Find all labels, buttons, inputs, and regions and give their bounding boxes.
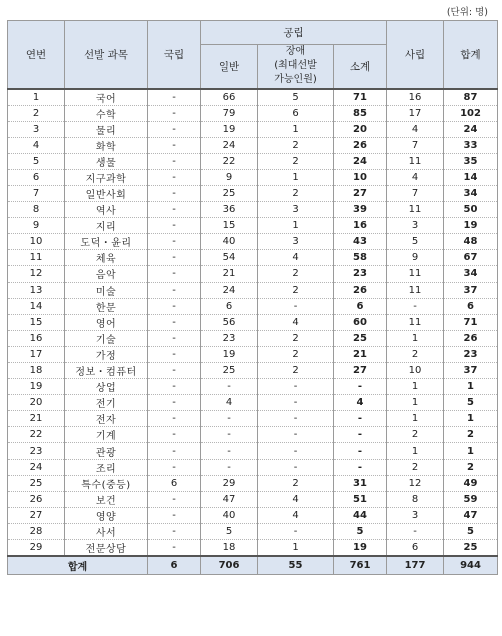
cell-total: 33 <box>444 137 498 153</box>
cell-general: - <box>201 427 258 443</box>
cell-subject: 생물 <box>65 153 148 169</box>
cell-no: 23 <box>8 443 65 459</box>
cell-subtotal: 24 <box>334 153 387 169</box>
table-row <box>8 507 498 523</box>
cell-total: 71 <box>444 314 498 330</box>
cell-disabled: - <box>258 395 334 411</box>
cell-disabled: 1 <box>258 218 334 234</box>
cell-private: 11 <box>387 153 444 169</box>
cell-disabled: 2 <box>258 346 334 362</box>
cell-private: - <box>387 523 444 539</box>
cell-subtotal: - <box>334 443 387 459</box>
cell-private: 8 <box>387 491 444 507</box>
cell-subtotal: 25 <box>334 330 387 346</box>
cell-general: 5 <box>201 523 258 539</box>
cell-subtotal: 6 <box>334 298 387 314</box>
cell-subject: 미술 <box>65 282 148 298</box>
cell-no: 15 <box>8 314 65 330</box>
cell-no: 4 <box>8 137 65 153</box>
cell-subtotal: 58 <box>334 250 387 266</box>
total-national: 6 <box>148 556 201 574</box>
cell-disabled: 2 <box>258 137 334 153</box>
cell-general: - <box>201 411 258 427</box>
cell-private: 3 <box>387 507 444 523</box>
cell-no: 7 <box>8 185 65 201</box>
cell-general: 24 <box>201 282 258 298</box>
cell-subtotal: - <box>334 459 387 475</box>
cell-total: 19 <box>444 218 498 234</box>
cell-private: 6 <box>387 540 444 557</box>
cell-subject: 기계 <box>65 427 148 443</box>
cell-disabled: 2 <box>258 153 334 169</box>
cell-total: 48 <box>444 234 498 250</box>
cell-subject: 화학 <box>65 137 148 153</box>
cell-subtotal: - <box>334 427 387 443</box>
cell-disabled: 2 <box>258 266 334 282</box>
cell-subtotal: 39 <box>334 202 387 218</box>
cell-disabled: 4 <box>258 314 334 330</box>
cell-no: 18 <box>8 363 65 379</box>
cell-subject: 국어 <box>65 89 148 106</box>
cell-no: 5 <box>8 153 65 169</box>
header-subject: 선발 과목 <box>65 21 148 89</box>
table-row <box>8 395 498 411</box>
cell-subject: 영양 <box>65 507 148 523</box>
cell-national: - <box>148 89 201 106</box>
cell-subject: 도덕・윤리 <box>65 234 148 250</box>
cell-private: 5 <box>387 234 444 250</box>
cell-general: 56 <box>201 314 258 330</box>
cell-no: 19 <box>8 379 65 395</box>
cell-no: 9 <box>8 218 65 234</box>
cell-disabled: 3 <box>258 202 334 218</box>
cell-subtotal: 20 <box>334 121 387 137</box>
total-sum: 944 <box>444 556 498 574</box>
cell-private: 16 <box>387 89 444 106</box>
cell-total: 1 <box>444 443 498 459</box>
table-row <box>8 282 498 298</box>
table-row <box>8 153 498 169</box>
cell-national: - <box>148 411 201 427</box>
cell-private: 11 <box>387 314 444 330</box>
cell-no: 17 <box>8 346 65 362</box>
table-row <box>8 427 498 443</box>
cell-no: 10 <box>8 234 65 250</box>
cell-national: - <box>148 137 201 153</box>
recruitment-table <box>7 20 498 575</box>
cell-national: 6 <box>148 475 201 491</box>
cell-general: 36 <box>201 202 258 218</box>
table-row <box>8 250 498 266</box>
cell-subtotal: 51 <box>334 491 387 507</box>
header-general: 일반 <box>201 45 258 89</box>
cell-no: 2 <box>8 105 65 121</box>
cell-disabled: 2 <box>258 282 334 298</box>
cell-subtotal: 16 <box>334 218 387 234</box>
cell-no: 6 <box>8 169 65 185</box>
cell-private: 4 <box>387 169 444 185</box>
table-row <box>8 443 498 459</box>
total-subtotal: 761 <box>334 556 387 574</box>
cell-general: 79 <box>201 105 258 121</box>
cell-subject: 가정 <box>65 346 148 362</box>
cell-no: 26 <box>8 491 65 507</box>
cell-disabled: - <box>258 298 334 314</box>
cell-general: 25 <box>201 185 258 201</box>
cell-subtotal: 27 <box>334 185 387 201</box>
header-no: 연번 <box>8 21 65 89</box>
cell-national: - <box>148 121 201 137</box>
cell-total: 49 <box>444 475 498 491</box>
header-private: 사립 <box>387 21 444 89</box>
cell-subject: 역사 <box>65 202 148 218</box>
table-row <box>8 202 498 218</box>
cell-national: - <box>148 314 201 330</box>
cell-subject: 일반사회 <box>65 185 148 201</box>
cell-subject: 조리 <box>65 459 148 475</box>
cell-total: 35 <box>444 153 498 169</box>
cell-general: 15 <box>201 218 258 234</box>
cell-no: 25 <box>8 475 65 491</box>
cell-subject: 체육 <box>65 250 148 266</box>
cell-total: 34 <box>444 266 498 282</box>
table-row <box>8 234 498 250</box>
cell-subject: 지구과학 <box>65 169 148 185</box>
cell-private: 10 <box>387 363 444 379</box>
cell-general: - <box>201 459 258 475</box>
cell-general: 54 <box>201 250 258 266</box>
cell-national: - <box>148 153 201 169</box>
cell-total: 59 <box>444 491 498 507</box>
cell-general: 40 <box>201 234 258 250</box>
cell-national: - <box>148 379 201 395</box>
cell-general: 19 <box>201 346 258 362</box>
cell-total: 26 <box>444 330 498 346</box>
cell-subtotal: 44 <box>334 507 387 523</box>
cell-no: 29 <box>8 540 65 557</box>
table-row <box>8 411 498 427</box>
cell-private: 4 <box>387 121 444 137</box>
cell-private: 11 <box>387 202 444 218</box>
cell-private: 11 <box>387 266 444 282</box>
cell-national: - <box>148 266 201 282</box>
cell-subject: 상업 <box>65 379 148 395</box>
cell-disabled: - <box>258 427 334 443</box>
cell-national: - <box>148 185 201 201</box>
cell-national: - <box>148 250 201 266</box>
cell-no: 1 <box>8 89 65 106</box>
cell-subtotal: 71 <box>334 89 387 106</box>
cell-subject: 물리 <box>65 121 148 137</box>
cell-disabled: - <box>258 443 334 459</box>
cell-national: - <box>148 427 201 443</box>
cell-subtotal: 23 <box>334 266 387 282</box>
cell-total: 67 <box>444 250 498 266</box>
cell-subject: 특수(중등) <box>65 475 148 491</box>
cell-general: 18 <box>201 540 258 557</box>
cell-total: 50 <box>444 202 498 218</box>
table-row <box>8 459 498 475</box>
cell-private: 3 <box>387 218 444 234</box>
cell-disabled: 1 <box>258 540 334 557</box>
cell-subject: 수학 <box>65 105 148 121</box>
table-row <box>8 105 498 121</box>
table-row <box>8 363 498 379</box>
cell-no: 8 <box>8 202 65 218</box>
cell-total: 1 <box>444 411 498 427</box>
cell-total: 37 <box>444 363 498 379</box>
cell-disabled: 1 <box>258 121 334 137</box>
cell-subtotal: 26 <box>334 137 387 153</box>
total-label: 합계 <box>8 556 148 574</box>
table-row <box>8 218 498 234</box>
total-row <box>8 556 498 574</box>
cell-no: 27 <box>8 507 65 523</box>
cell-subject: 음악 <box>65 266 148 282</box>
cell-total: 1 <box>444 379 498 395</box>
cell-subtotal: - <box>334 379 387 395</box>
cell-subject: 지리 <box>65 218 148 234</box>
cell-total: 2 <box>444 459 498 475</box>
cell-national: - <box>148 330 201 346</box>
cell-national: - <box>148 395 201 411</box>
cell-national: - <box>148 298 201 314</box>
table-row <box>8 491 498 507</box>
cell-no: 20 <box>8 395 65 411</box>
cell-subtotal: 60 <box>334 314 387 330</box>
cell-national: - <box>148 234 201 250</box>
cell-no: 28 <box>8 523 65 539</box>
cell-national: - <box>148 491 201 507</box>
unit-label: (단위: 명) <box>446 7 488 18</box>
cell-disabled: - <box>258 411 334 427</box>
cell-general: 66 <box>201 89 258 106</box>
cell-general: 9 <box>201 169 258 185</box>
cell-private: 7 <box>387 137 444 153</box>
cell-general: 29 <box>201 475 258 491</box>
cell-subject: 전자 <box>65 411 148 427</box>
table-row <box>8 314 498 330</box>
total-general: 706 <box>201 556 258 574</box>
cell-subtotal: 10 <box>334 169 387 185</box>
cell-national: - <box>148 540 201 557</box>
cell-total: 14 <box>444 169 498 185</box>
cell-total: 6 <box>444 298 498 314</box>
cell-subject: 전문상담 <box>65 540 148 557</box>
cell-disabled: 6 <box>258 105 334 121</box>
cell-general: - <box>201 379 258 395</box>
cell-general: 21 <box>201 266 258 282</box>
cell-subject: 관광 <box>65 443 148 459</box>
cell-subtotal: 26 <box>334 282 387 298</box>
cell-national: - <box>148 507 201 523</box>
cell-subtotal: 4 <box>334 395 387 411</box>
cell-private: 12 <box>387 475 444 491</box>
cell-no: 11 <box>8 250 65 266</box>
cell-general: 6 <box>201 298 258 314</box>
cell-private: - <box>387 298 444 314</box>
header-public: 공립 <box>201 21 387 45</box>
cell-disabled: 2 <box>258 185 334 201</box>
cell-no: 12 <box>8 266 65 282</box>
cell-private: 1 <box>387 395 444 411</box>
cell-national: - <box>148 169 201 185</box>
cell-total: 24 <box>444 121 498 137</box>
cell-total: 37 <box>444 282 498 298</box>
table-row <box>8 89 498 106</box>
cell-private: 17 <box>387 105 444 121</box>
cell-total: 87 <box>444 89 498 106</box>
cell-disabled: 4 <box>258 507 334 523</box>
cell-national: - <box>148 523 201 539</box>
cell-private: 7 <box>387 185 444 201</box>
cell-private: 1 <box>387 411 444 427</box>
cell-no: 24 <box>8 459 65 475</box>
cell-no: 3 <box>8 121 65 137</box>
cell-private: 2 <box>387 427 444 443</box>
cell-private: 9 <box>387 250 444 266</box>
cell-general: 4 <box>201 395 258 411</box>
table-row <box>8 169 498 185</box>
cell-private: 1 <box>387 443 444 459</box>
cell-general: 25 <box>201 363 258 379</box>
cell-subject: 보건 <box>65 491 148 507</box>
cell-total: 2 <box>444 427 498 443</box>
cell-general: 19 <box>201 121 258 137</box>
cell-national: - <box>148 363 201 379</box>
cell-no: 21 <box>8 411 65 427</box>
cell-subtotal: 5 <box>334 523 387 539</box>
cell-subtotal: 85 <box>334 105 387 121</box>
cell-total: 34 <box>444 185 498 201</box>
cell-general: 24 <box>201 137 258 153</box>
cell-private: 2 <box>387 346 444 362</box>
cell-private: 11 <box>387 282 444 298</box>
table-row <box>8 379 498 395</box>
cell-national: - <box>148 105 201 121</box>
header-subtotal: 소계 <box>334 45 387 89</box>
cell-total: 25 <box>444 540 498 557</box>
cell-general: 40 <box>201 507 258 523</box>
cell-disabled: 4 <box>258 250 334 266</box>
cell-disabled: 3 <box>258 234 334 250</box>
table-row <box>8 330 498 346</box>
table-row <box>8 137 498 153</box>
total-disabled: 55 <box>258 556 334 574</box>
table-row <box>8 266 498 282</box>
table-body <box>8 89 498 557</box>
cell-total: 102 <box>444 105 498 121</box>
cell-disabled: 2 <box>258 475 334 491</box>
cell-subtotal: 21 <box>334 346 387 362</box>
cell-no: 14 <box>8 298 65 314</box>
cell-disabled: - <box>258 379 334 395</box>
cell-subtotal: 31 <box>334 475 387 491</box>
cell-disabled: 5 <box>258 89 334 106</box>
cell-subject: 영어 <box>65 314 148 330</box>
cell-national: - <box>148 218 201 234</box>
cell-national: - <box>148 443 201 459</box>
cell-total: 5 <box>444 395 498 411</box>
table-row <box>8 540 498 557</box>
table-row <box>8 475 498 491</box>
cell-national: - <box>148 459 201 475</box>
table-row <box>8 346 498 362</box>
cell-total: 23 <box>444 346 498 362</box>
cell-private: 1 <box>387 330 444 346</box>
cell-subject: 정보・컴퓨터 <box>65 363 148 379</box>
cell-national: - <box>148 282 201 298</box>
table-row <box>8 185 498 201</box>
cell-disabled: 2 <box>258 330 334 346</box>
cell-national: - <box>148 202 201 218</box>
cell-no: 13 <box>8 282 65 298</box>
cell-subtotal: 19 <box>334 540 387 557</box>
total-private: 177 <box>387 556 444 574</box>
cell-no: 16 <box>8 330 65 346</box>
cell-general: 23 <box>201 330 258 346</box>
cell-general: - <box>201 443 258 459</box>
cell-total: 47 <box>444 507 498 523</box>
cell-no: 22 <box>8 427 65 443</box>
cell-subject: 한문 <box>65 298 148 314</box>
table-row <box>8 298 498 314</box>
cell-disabled: 4 <box>258 491 334 507</box>
cell-disabled: - <box>258 523 334 539</box>
cell-disabled: 2 <box>258 363 334 379</box>
header-national: 국립 <box>148 21 201 89</box>
cell-private: 1 <box>387 379 444 395</box>
cell-general: 22 <box>201 153 258 169</box>
cell-subject: 전기 <box>65 395 148 411</box>
cell-national: - <box>148 346 201 362</box>
cell-private: 2 <box>387 459 444 475</box>
table-row <box>8 523 498 539</box>
cell-disabled: 1 <box>258 169 334 185</box>
cell-subject: 사서 <box>65 523 148 539</box>
cell-general: 47 <box>201 491 258 507</box>
cell-disabled: - <box>258 459 334 475</box>
cell-subtotal: 27 <box>334 363 387 379</box>
header-total: 합계 <box>444 21 498 89</box>
cell-subtotal: 43 <box>334 234 387 250</box>
table-row <box>8 121 498 137</box>
cell-subject: 기술 <box>65 330 148 346</box>
header-disabled <box>258 45 334 89</box>
cell-subtotal: - <box>334 411 387 427</box>
header-disabled-text: 장애 (최대선발 가능인원) <box>274 46 317 86</box>
cell-total: 5 <box>444 523 498 539</box>
